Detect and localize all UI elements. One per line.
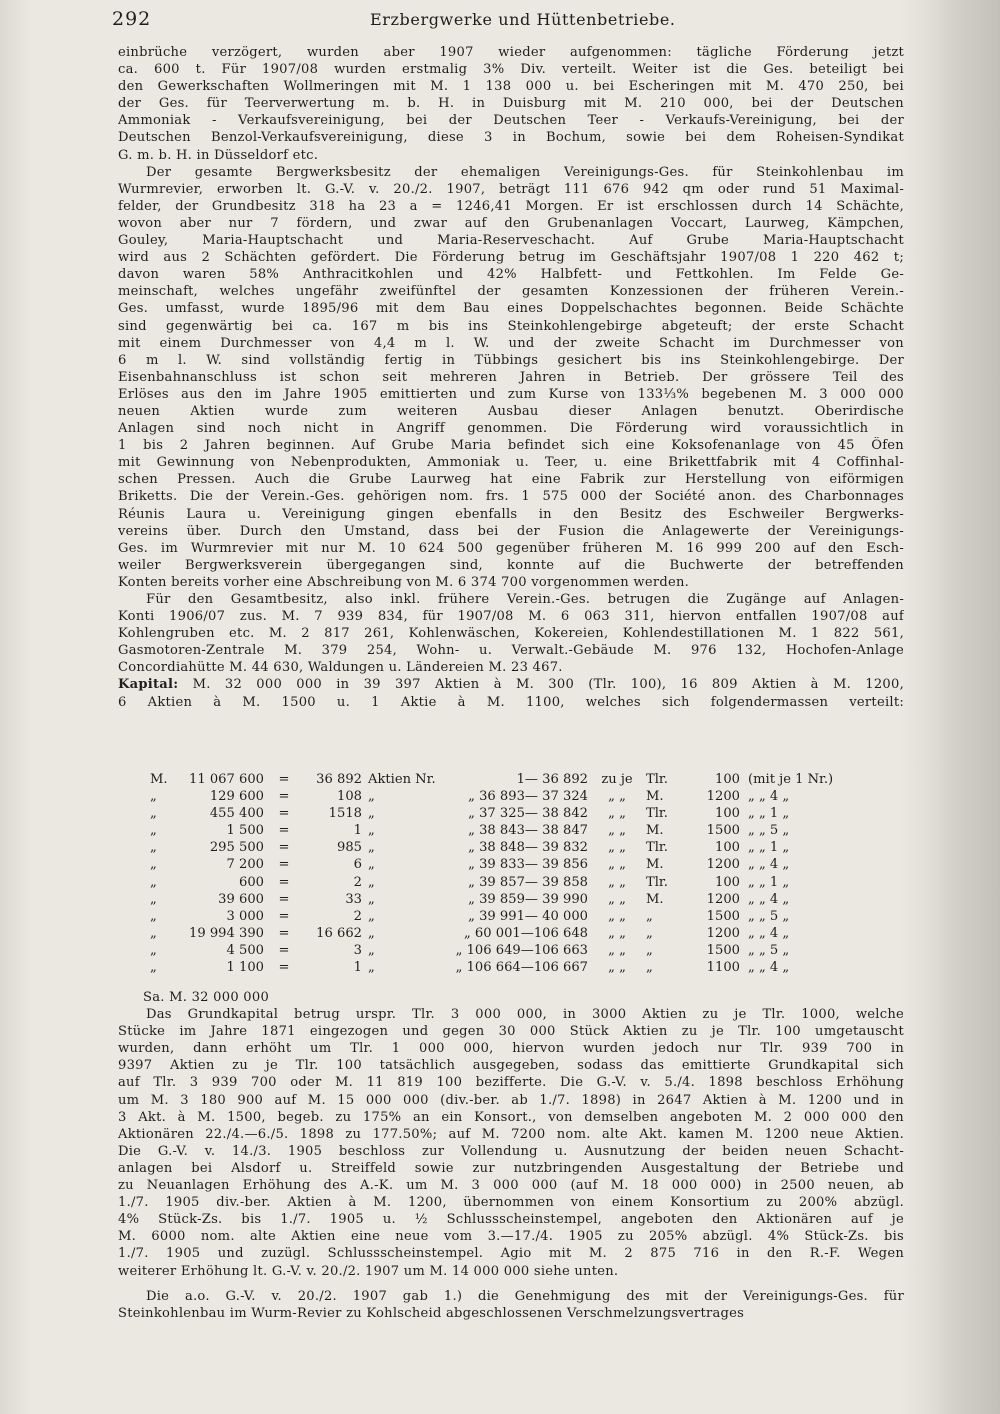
share-cell-range: „ 106 649—106 663 — [455, 942, 588, 958]
text-line: 6 m l. W. sind vollständig fertig in Tübbings gesichert bis ins Steinkohlengebirge. Der — [118, 352, 904, 368]
share-cell-eq: = — [278, 789, 290, 805]
share-cell-aktien: „ — [368, 891, 375, 907]
share-cell-eq: = — [278, 908, 290, 924]
table-row — [150, 856, 910, 873]
table-row — [150, 959, 910, 976]
share-cell-zu: „ „ — [608, 908, 626, 924]
share-cell-range: „ 37 325— 38 842 — [468, 806, 588, 822]
share-cell-aktien: „ — [368, 840, 375, 856]
share-cell-val: 1500 — [706, 942, 740, 958]
share-cell-amount: 1 100 — [226, 960, 264, 976]
share-cell-count: 1518 — [328, 806, 362, 822]
text-line: Deutschen Benzol-Verkaufsvereinigung, diese 3 in Bochum, sowie bei dem Roheisen-Syndikat — [118, 130, 904, 146]
share-cell-tail: „ „ 4 „ — [748, 857, 790, 873]
share-cell-range: „ 39 991— 40 000 — [468, 908, 588, 924]
text-line: neuen Aktien wurde zum weiteren Ausbau dieser Anlagen benutzt. Oberirdische — [118, 403, 904, 419]
share-cell-count: 16 662 — [316, 925, 362, 941]
table-row — [150, 771, 910, 788]
table-row — [150, 874, 910, 891]
share-cell-tail: „ „ 1 „ — [748, 806, 790, 822]
text-line: ca. 600 t. Für 1907/08 wurden erstmalig 3% Div. verteilt. Weiter ist die Ges. beteiligt bei — [118, 62, 904, 78]
share-cell-count: 6 — [353, 857, 362, 873]
share-cell-val: 1200 — [706, 789, 740, 805]
text-line: davon waren 58% Anthracitkohlen und 42% Halbfett- und Fettkohlen. Im Felde Ge- — [118, 267, 904, 283]
share-cell-val: 100 — [715, 806, 740, 822]
share-cell-amount: 600 — [239, 874, 264, 890]
text-line: meinschaft, welches ungefähr zweifünftel der gesamten Konzessionen der früheren Verein.- — [118, 284, 904, 300]
text-line: 1 bis 2 Jahren beginnen. Auf Grube Maria befindet sich eine Koksofenanlage von 45 Öfen — [118, 438, 904, 454]
kapital-text-1: M. 32 000 000 in 39 397 Aktien à M. 300 (Tlr. 100), 16 809 Aktien à M. 1200, — [178, 677, 904, 693]
text-line: M. 6000 nom. alte Aktien eine neue vom 3.—17./4. 1905 zu 205% abzügl. 4% Stück-Zs. bis — [118, 1229, 904, 1245]
share-cell-val: 1200 — [706, 857, 740, 873]
share-cell-cur: „ — [646, 942, 653, 958]
text-line: Kohlengruben etc. M. 2 817 261, Kohlenwäschen, Kokereien, Kohlendestillationen M. 1 822 561, — [118, 626, 904, 642]
share-cell-cur: M. — [646, 823, 664, 839]
share-cell-q: „ — [150, 891, 157, 907]
share-cell-amount: 129 600 — [209, 789, 264, 805]
table-row — [150, 925, 910, 942]
share-sum: Sa. M. 32 000 000 — [143, 990, 270, 1005]
share-cell-cur: „ — [646, 925, 653, 941]
share-cell-cur: Tlr. — [646, 874, 668, 890]
share-cell-amount: 1 500 — [226, 823, 264, 839]
share-cell-tail: (mit je 1 Nr.) — [748, 772, 834, 787]
share-cell-zu: „ „ — [608, 942, 626, 958]
share-cell-tail: „ „ 5 „ — [748, 908, 790, 924]
share-cell-zu: „ „ — [608, 840, 626, 856]
text-line: Eisenbahnanschluss ist schon seit mehreren Jahren in Betrieb. Der grössere Teil des — [118, 369, 904, 385]
share-cell-zu: „ „ — [608, 789, 626, 805]
text-line: auf Tlr. 3 939 700 oder M. 11 819 100 bezifferte. Die G.-V. v. 5./4. 1898 beschloss Erhöhung — [118, 1075, 904, 1091]
text-line: den Gewerkschaften Wollmeringen mit M. 1 138 000 u. bei Escheringen mit M. 470 250, bei — [118, 79, 904, 95]
share-cell-cur: „ — [646, 960, 653, 976]
share-cell-cur: M. — [646, 789, 664, 805]
share-cell-eq: = — [278, 840, 290, 856]
share-cell-q: „ — [150, 874, 157, 890]
share-cell-cur: Tlr. — [646, 772, 668, 787]
share-cell-count: 1 — [353, 823, 362, 839]
text-line: Erlöses aus den im Jahre 1905 emittierten und zum Kurse von 133⅓% begebenen M. 3 000 000 — [118, 386, 904, 402]
text-line: weiterer Erhöhung lt. G.-V. v. 20./2. 1907 um M. 14 000 000 siehe unten. — [118, 1263, 619, 1279]
share-cell-cur: M. — [646, 857, 664, 873]
text-line: um M. 3 180 900 auf M. 15 000 000 (div.-ber. ab 1./7. 1898) in 2647 Aktien à M. 1200 und in — [118, 1092, 904, 1108]
share-cell-cur: „ — [646, 908, 653, 924]
text-line: Anlagen sind noch nicht in Angriff genommen. Die Förderung wird voraussichtlich in — [118, 421, 904, 437]
text-line: zu Neuanlagen Erhöhung des A.-K. um M. 3 000 000 (auf M. 18 000 000) in 2500 neuen, ab — [118, 1178, 904, 1194]
share-cell-q: „ — [150, 823, 157, 839]
share-cell-aktien: Aktien Nr. — [368, 772, 436, 787]
share-cell-val: 100 — [715, 874, 740, 890]
share-cell-tail: „ „ 1 „ — [748, 840, 790, 856]
text-line: anlagen bei Alsdorf u. Streiffeld sowie zur nutzbringenden Ausgestaltung der Betriebe und — [118, 1160, 904, 1176]
text-line: einbrüche verzögert, wurden aber 1907 wieder aufgenommen: tägliche Förderung jetzt — [118, 45, 904, 60]
table-row — [150, 805, 910, 822]
text-line: Gouley, Maria-Hauptschacht und Maria-Reserveschacht. Auf Grube Maria-Hauptschacht — [118, 233, 904, 249]
share-cell-amount: 7 200 — [226, 857, 264, 873]
share-cell-zu: „ „ — [608, 823, 626, 839]
text-line: Wurmrevier, erworben lt. G.-V. v. 20./2. 1907, beträgt 111 676 942 qm oder rund 51 Maximal- — [118, 181, 904, 197]
share-cell-count: 108 — [337, 789, 362, 805]
text-line: 1./7. 1905 div.-ber. Aktien à M. 1200, übernommen von einem Konsortium zu 200% abzügl. — [118, 1195, 904, 1211]
share-cell-cur: M. — [646, 891, 664, 907]
text-line: G. m. b. H. in Düsseldorf etc. — [118, 147, 319, 163]
paragraph-merger — [118, 1288, 904, 1322]
share-cell-eq: = — [278, 823, 290, 839]
table-row — [150, 891, 910, 908]
share-cell-q: M. — [150, 772, 168, 787]
text-line: wird aus 2 Schächten gefördert. Die Förderung betrug im Geschäftsjahr 1907/08 1 220 462 t; — [118, 250, 904, 266]
share-cell-amount: 295 500 — [209, 840, 264, 856]
text-line: Aktionären 22./4.—6./5. 1898 zu 177.50%; auf M. 7200 nom. alte Akt. kamen M. 1200 neue Aktien. — [118, 1126, 904, 1142]
share-cell-range: „ 60 001—106 648 — [463, 925, 588, 941]
text-line: Stücke im Jahre 1871 eingezogen und gegen 30 000 Stück Aktien zu je Tlr. 100 umgetauscht — [118, 1024, 904, 1040]
text-line: 4% Stück-Zs. bis 1./7. 1905 u. ½ Schlussscheinstempel, angeboten den Aktionären auf je — [118, 1212, 904, 1228]
text-line: Briketts. Die der Verein.-Ges. gehörigen nom. frs. 1 575 000 der Société anon. des Charbonnages — [118, 489, 904, 505]
share-cell-aktien: „ — [368, 789, 375, 805]
share-cell-eq: = — [278, 857, 290, 873]
text-line: 3 Akt. à M. 1500, begeb. zu 175% an ein Konsort., von demselben angeboten M. 2 000 000 den — [118, 1109, 904, 1125]
share-cell-tail: „ „ 4 „ — [748, 789, 790, 805]
text-line: wovon aber nur 7 fördern, und zwar auf den Grubenanlagen Voccart, Laurweg, Kämpchen, — [118, 215, 904, 231]
text-line: Konti 1906/07 zus. M. 7 939 834, für 1907/08 M. 6 063 311, hiervon entfallen 1907/08 auf — [118, 609, 904, 625]
kapital-line-1 — [118, 676, 904, 693]
share-cell-tail: „ „ 4 „ — [748, 891, 790, 907]
share-cell-zu: „ „ — [608, 925, 626, 941]
share-cell-eq: = — [278, 960, 290, 976]
text-line: der Ges. für Teerverwertung m. b. H. in Duisburg mit M. 210 000, bei der Deutschen — [118, 96, 904, 112]
share-cell-zu: „ „ — [608, 806, 626, 822]
capital-history — [118, 989, 904, 1322]
kapital-line-2: 6 Aktien à M. 1500 u. 1 Aktie à M. 1100, welches sich folgendermassen verteilt: — [118, 694, 904, 710]
share-cell-count: 2 — [353, 874, 362, 890]
share-cell-count: 33 — [345, 891, 362, 907]
text-line: Die a.o. G.-V. v. 20./2. 1907 gab 1.) die Genehmigung des mit der Vereinigungs-Ges. für — [146, 1288, 904, 1304]
share-cell-range: „ 106 664—106 667 — [455, 960, 588, 976]
text-line: Concordiahütte M. 44 630, Waldungen u. Ländereien M. 23 467. — [118, 660, 563, 676]
text-line: wurden, dann erhöht um Tlr. 1 000 000, hiervon wurden jedoch nur Tlr. 939 700 in — [118, 1041, 904, 1057]
share-cell-aktien: „ — [368, 823, 375, 839]
running-title: Erzbergwerke und Hüttenbetriebe. — [370, 10, 676, 29]
text-line: Für den Gesamtbesitz, also inkl. frühere Verein.-Ges. betrugen die Zugänge auf Anlagen- — [146, 592, 904, 607]
page-number: 292 — [112, 8, 152, 30]
paragraph-mining-property — [118, 164, 904, 591]
text-line: mit einem Durchmesser von 4,4 m l. W. und der zweite Schacht im Durchmesser von — [118, 335, 904, 351]
share-cell-amount: 4 500 — [226, 942, 264, 958]
share-cell-eq: = — [278, 772, 290, 787]
page-header — [112, 8, 912, 38]
kapital-label: Kapital: — [118, 677, 179, 693]
table-row — [150, 839, 910, 856]
paragraph-mine-holdings — [118, 44, 904, 164]
share-cell-q: „ — [150, 942, 157, 958]
share-cell-aktien: „ — [368, 925, 375, 941]
share-cell-zu: „ „ — [608, 891, 626, 907]
share-cell-val: 1200 — [706, 891, 740, 907]
text-line: mit Gewinnung von Nebenprodukten, Ammoniak u. Teer, u. eine Brikettfabrik mit 4 Coffinhal- — [118, 455, 904, 471]
text-line: vereins über. Durch den Umstand, dass bei der Fusion die Anlagewerte der Vereinigungs- — [118, 523, 904, 539]
text-line: felder, der Grundbesitz 318 ha 23 a = 1246,41 Morgen. Er ist erschlossen durch 14 Schächte, — [118, 198, 904, 214]
text-line: 1./7. 1905 und zuzügl. Schlussscheinstempel. Agio mit M. 2 875 716 in den R.-F. Wegen — [118, 1246, 904, 1262]
share-cell-eq: = — [278, 925, 290, 941]
share-cell-val: 1500 — [706, 823, 740, 839]
share-distribution-table — [150, 771, 910, 976]
share-cell-zu: zu je — [601, 772, 633, 787]
share-cell-aktien: „ — [368, 857, 375, 873]
text-line: Ammoniak - Verkaufsvereinigung, bei der Deutschen Teer - Verkaufs-Vereinigung, bei der — [118, 113, 904, 129]
table-row — [150, 788, 910, 805]
body-text — [118, 44, 904, 711]
share-cell-q: „ — [150, 789, 157, 805]
text-line: Der gesamte Bergwerksbesitz der ehemaligen Vereinigungs-Ges. für Steinkohlenbau im — [146, 164, 904, 180]
share-cell-val: 100 — [715, 772, 740, 787]
share-cell-q: „ — [150, 806, 157, 822]
share-cell-amount: 455 400 — [209, 806, 264, 822]
text-line: Die G.-V. v. 14./3. 1905 beschloss zur Vollendung u. Ausnutzung der beiden neuen Schacht- — [118, 1143, 904, 1159]
share-cell-count: 36 892 — [316, 772, 362, 787]
share-cell-eq: = — [278, 942, 290, 958]
share-cell-range: 1— 36 892 — [516, 772, 588, 787]
share-cell-range: „ 39 857— 39 858 — [468, 874, 588, 890]
share-cell-val: 1500 — [706, 908, 740, 924]
text-line: sind gegenwärtig bei ca. 167 m bis ins Steinkohlengebirge abgeteuft; der erste Schacht — [118, 318, 904, 334]
share-cell-q: „ — [150, 908, 157, 924]
share-cell-count: 1 — [353, 960, 362, 976]
share-cell-amount: 3 000 — [226, 908, 264, 924]
share-cell-count: 3 — [353, 942, 362, 958]
share-cell-count: 2 — [353, 908, 362, 924]
share-cell-tail: „ „ 5 „ — [748, 823, 790, 839]
table-row — [150, 822, 910, 839]
share-cell-count: 985 — [337, 840, 362, 856]
share-cell-val: 1100 — [706, 960, 740, 976]
text-line: Konten bereits vorher eine Abschreibung von M. 6 374 700 vorgenommen werden. — [118, 574, 690, 590]
share-cell-cur: Tlr. — [646, 840, 668, 856]
paragraph-capital-history — [118, 1006, 904, 1280]
text-line: schen Pressen. Auch die Grube Laurweg hat eine Fabrik zur Herstellung von eiförmigen — [118, 472, 904, 488]
share-cell-aktien: „ — [368, 942, 375, 958]
share-cell-val: 1200 — [706, 925, 740, 941]
share-cell-tail: „ „ 5 „ — [748, 942, 790, 958]
share-cell-cur: Tlr. — [646, 806, 668, 822]
share-cell-zu: „ „ — [608, 857, 626, 873]
share-cell-amount: 11 067 600 — [189, 772, 264, 787]
text-line: weiler Bergwerksverein übergegangen sind, konnte auf die Buchwerte der betreffenden — [118, 557, 904, 573]
share-cell-zu: „ „ — [608, 874, 626, 890]
share-cell-tail: „ „ 4 „ — [748, 960, 790, 976]
text-line: Das Grundkapital betrug urspr. Tlr. 3 000 000, in 3000 Aktien zu je Tlr. 1000, welche — [146, 1007, 904, 1023]
share-cell-range: „ 38 848— 39 832 — [468, 840, 588, 856]
share-cell-q: „ — [150, 840, 157, 856]
share-cell-amount: 39 600 — [218, 891, 264, 907]
share-cell-q: „ — [150, 925, 157, 941]
share-cell-aktien: „ — [368, 960, 375, 976]
share-cell-range: „ 36 893— 37 324 — [468, 789, 588, 805]
text-line: Réunis Laura u. Vereinigung gingen ebenfalls in den Besitz des Eschweiler Bergwerks- — [118, 506, 904, 522]
share-cell-q: „ — [150, 857, 157, 873]
text-line: Ges. im Wurmrevier mit nur M. 10 624 500 gegenüber früheren M. 16 999 200 auf den Esch- — [118, 540, 904, 556]
paragraph-asset-additions — [118, 591, 904, 676]
share-cell-range: „ 39 859— 39 990 — [468, 891, 588, 907]
share-cell-amount: 19 994 390 — [189, 925, 264, 941]
share-cell-eq: = — [278, 874, 290, 890]
share-cell-range: „ 39 833— 39 856 — [468, 857, 588, 873]
share-cell-val: 100 — [715, 840, 740, 856]
share-cell-aktien: „ — [368, 908, 375, 924]
text-line: Steinkohlenbau im Wurm-Revier zu Kohlscheid abgeschlossenen Verschmelzungsvertrages — [118, 1305, 745, 1321]
share-cell-aktien: „ — [368, 874, 375, 890]
share-cell-tail: „ „ 4 „ — [748, 925, 790, 941]
text-line: Gasmotoren-Zentrale M. 379 254, Wohn- u. Verwalt.-Gebäude M. 976 132, Hochofen-Anlage — [118, 643, 904, 659]
share-cell-aktien: „ — [368, 806, 375, 822]
text-line: Ges. umfasst, wurde 1895/96 mit dem Bau eines Doppelschachtes begonnen. Beide Schächte — [118, 301, 904, 317]
text-line: 9397 Aktien zu je Tlr. 100 tatsächlich ausgegeben, sodass das emittierte Grundkapital sich — [118, 1058, 904, 1074]
page-gutter-shadow — [930, 0, 1000, 1414]
share-cell-eq: = — [278, 806, 290, 822]
share-cell-zu: „ „ — [608, 960, 626, 976]
share-cell-q: „ — [150, 960, 157, 976]
share-cell-eq: = — [278, 891, 290, 907]
share-cell-range: „ 38 843— 38 847 — [468, 823, 588, 839]
table-row — [150, 908, 910, 925]
table-row — [150, 942, 910, 959]
share-cell-tail: „ „ 1 „ — [748, 874, 790, 890]
